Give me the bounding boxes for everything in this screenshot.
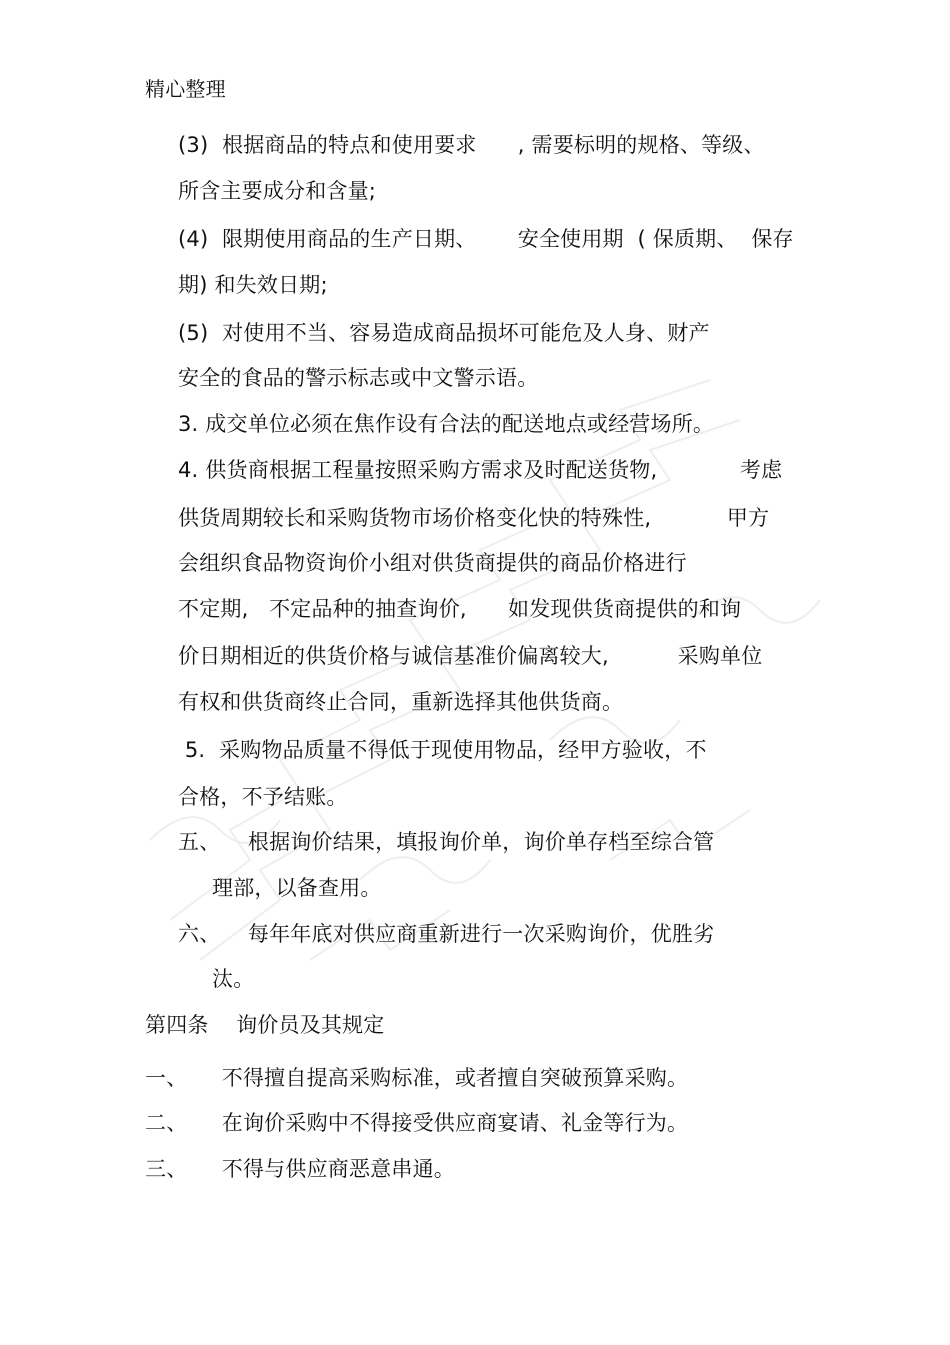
text-line: 4. 供货商根据工程量按照采购方需求及时配送货物, 考虑 (178, 458, 783, 482)
text-line: (5) 对使用不当、容易造成商品损坏可能危及人身、财产 (178, 321, 710, 345)
text-line: 一、 不得擅自提高采购标准，或者擅自突破预算采购。 (145, 1066, 689, 1090)
text-line: 五、 根据询价结果，填报询价单，询价单存档至综合管 (178, 830, 715, 854)
text-line: 六、 每年年底对供应商重新进行一次采购询价，优胜劣 (178, 922, 715, 946)
text-line: 供货周期较长和采购货物市场价格变化快的特殊性, 甲方 (178, 506, 770, 530)
text-line: 汰。 (212, 967, 255, 991)
watermark-stamp-icon (130, 360, 850, 1000)
text-line: 3. 成交单位必须在焦作设有合法的配送地点或经营场所。 (178, 412, 715, 436)
text-line: 5. 采购物品质量不得低于现使用物品，经甲方验收，不 (178, 738, 707, 762)
section-heading: 第四条 询价员及其规定 (145, 1013, 385, 1037)
text-line: 有权和供货商终止合同，重新选择其他供货商。 (178, 690, 624, 714)
text-line: 价日期相近的供货价格与诚信基准价偏离较大, 采购单位 (178, 644, 763, 668)
text-line: 合格，不予结账。 (178, 785, 348, 809)
text-line: 会组织食品物资询价小组对供货商提供的商品价格进行 (178, 551, 687, 575)
text-line: 所含主要成分和含量; (178, 179, 377, 203)
text-line: 二、 在询价采购中不得接受供应商宴请、礼金等行为。 (145, 1111, 689, 1135)
text-line: (4) 限期使用商品的生产日期、 安全使用期 ( 保质期、 保存 (178, 227, 794, 251)
text-line: 理部，以备查用。 (212, 876, 382, 900)
text-line: 不定期, 不定品种的抽查询价, 如发现供货商提供的和询 (178, 597, 742, 621)
page-header: 精心整理 (145, 77, 226, 101)
text-line: (3) 根据商品的特点和使用要求 , 需要标明的规格、等级、 (178, 133, 765, 157)
text-line: 三、 不得与供应商恶意串通。 (145, 1157, 455, 1181)
text-line: 安全的食品的警示标志或中文警示语。 (178, 366, 539, 390)
text-line: 期) 和失效日期; (178, 273, 328, 297)
